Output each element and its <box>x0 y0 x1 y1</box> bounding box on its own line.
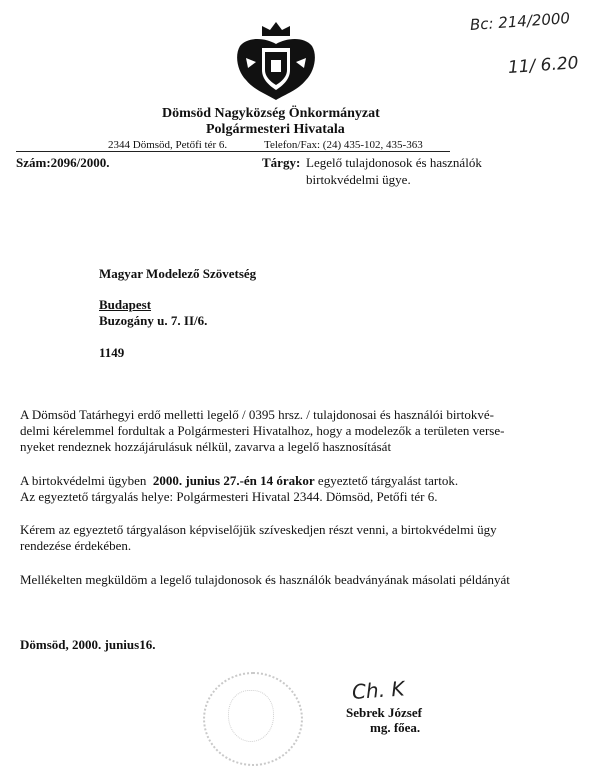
meeting-date-time: 2000. junius 27.-én 14 órakor <box>152 473 315 488</box>
recipient-name: Magyar Modelező Szövetség <box>99 266 257 281</box>
body-paragraph-1-line-2: delmi kérelemmel fordultak a Polgármesteri Hivatalhoz, hogy a modelezők a területen verse- <box>20 423 505 438</box>
handwritten-registration-note: Bc: 214/2000 <box>469 9 571 34</box>
body-paragraph-3-line-2: rendezése érdekében. <box>20 538 132 553</box>
office-address: 2344 Dömsöd, Petőfi tér 6. <box>108 139 228 151</box>
stamp-emblem-icon <box>228 690 274 742</box>
body-paragraph-2-line-1 <box>20 473 458 489</box>
recipient-city: Budapest <box>99 297 152 312</box>
subject-label: Tárgy: <box>262 155 301 170</box>
meeting-location: Az egyeztető tárgyalás helye: Polgármesteri Hivatal 2344. Dömsöd, Petőfi tér 6. <box>20 489 438 504</box>
coat-of-arms-icon <box>226 18 326 104</box>
recipient-street: Buzogány u. 7. II/6. <box>99 313 208 328</box>
body-paragraph-4: Mellékelten megküldöm a legelő tulajdonosok és használók beadványának másolati példányát <box>20 572 510 587</box>
body-paragraph-1-line-1: A Dömsöd Tatárhegyi erdő melletti legelő / 0395 hrsz. / tulajdonosai és használói birtokvé- <box>20 407 494 422</box>
signer-title: mg. főea. <box>370 720 421 735</box>
place-and-date: Dömsöd, 2000. junius16. <box>20 637 156 652</box>
organization-name: Dömsöd Nagyközség Önkormányzat <box>162 106 380 121</box>
recipient-postcode: 1149 <box>99 345 125 360</box>
body-paragraph-1-line-3: nyeket rendeznek hozzájárulásuk nélkül, zavarva a legelő hasznosítását <box>20 439 392 454</box>
handwritten-filing-note: 11/ 6.20 <box>507 53 580 78</box>
signer-name: Sebrek József <box>346 705 422 720</box>
office-phone: Telefon/Fax: (24) 435-102, 435-363 <box>264 139 423 151</box>
meeting-intro: A birtokvédelmi ügyben <box>20 473 147 488</box>
body-paragraph-3-line-1: Kérem az egyeztető tárgyaláson képviselőjük szíveskedjen részt venni, a birtokvédelmi ügy <box>20 522 497 537</box>
letterhead-divider <box>16 151 450 152</box>
office-name: Polgármesteri Hivatala <box>206 122 345 137</box>
reference-number: Szám:2096/2000. <box>16 155 110 170</box>
subject-line-1: Legelő tulajdonosok és használók <box>306 155 482 170</box>
subject-line-2: birtokvédelmi ügye. <box>306 172 411 187</box>
meeting-suffix: egyeztető tárgyalást tartok. <box>317 473 459 488</box>
handwritten-signature: Ch. K <box>351 676 406 704</box>
